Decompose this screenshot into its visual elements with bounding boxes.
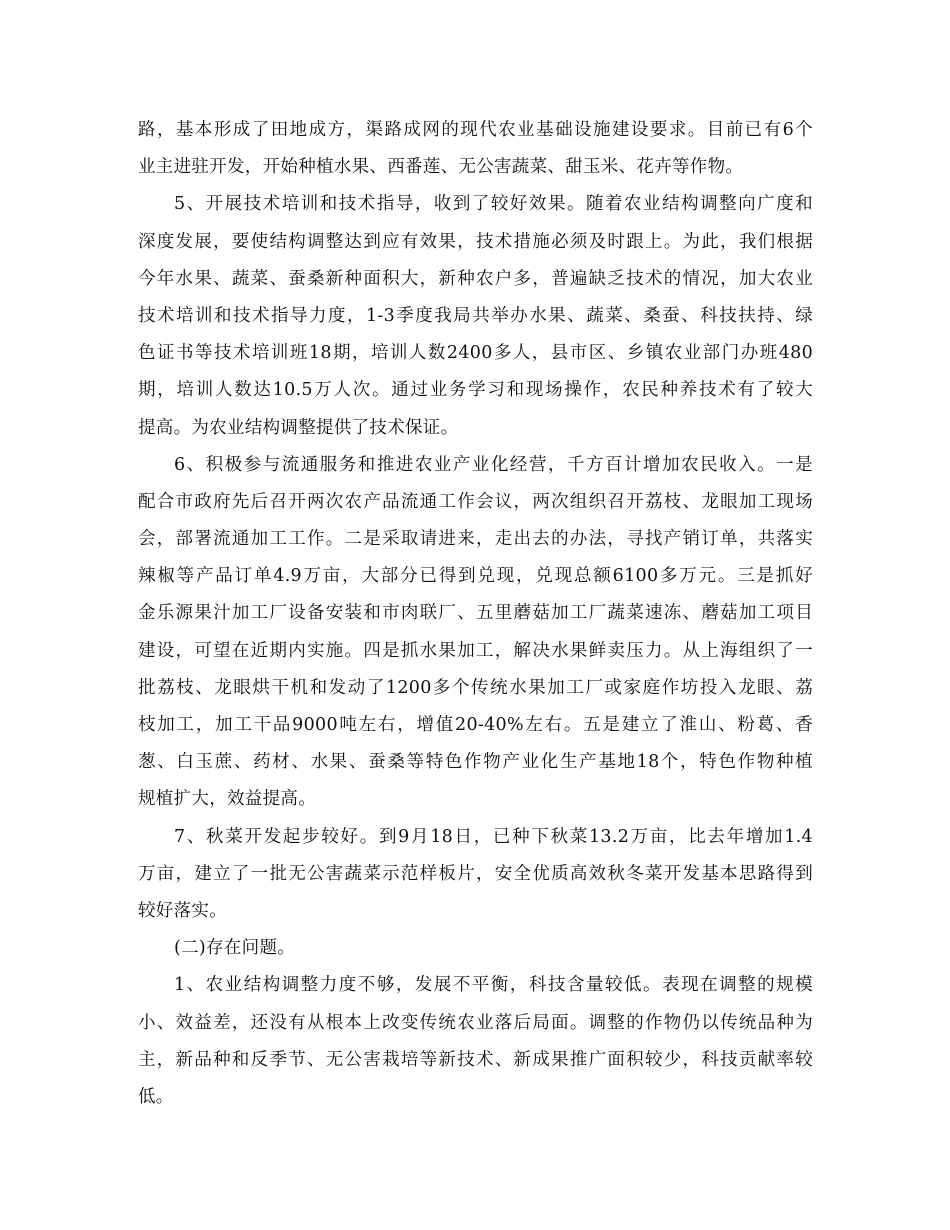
text-line: 规植扩大，效益提高。 — [138, 789, 316, 810]
text-line: 1、农业结构调整力度不够，发展不平衡，科技含量较低。表现在调整的规模 — [174, 975, 813, 996]
text-line: 期，培训人数达10.5万人次。通过业务学习和现场操作，农民种养技术有了较大 — [138, 380, 813, 401]
text-line: 7、秋菜开发起步较好。到9月18日，已种下秋菜13.2万亩，比去年增加1.4 — [174, 826, 813, 847]
text-line: 路，基本形成了田地成方，渠路成网的现代农业基础设施建设要求。目前已有6个 — [138, 120, 813, 140]
text-line: 批荔枝、龙眼烘干机和发动了1200多个传统水果加工厂或家庭作坊投入龙眼、荔 — [138, 677, 813, 698]
text-line: (二)存在问题。 — [174, 938, 296, 959]
text-line: 深度发展，要使结构调整达到应有效果，技术措施必须及时跟上。为此，我们根据 — [138, 231, 813, 252]
text-line: 会，部署流通加工工作。二是采取请进来，走出去的办法，寻找产销订单，共落实 — [138, 529, 813, 550]
text-line: 6、积极参与流通服务和推进农业产业化经营，千方百计增加农民收入。一是 — [174, 454, 813, 475]
text-line: 较好落实。 — [138, 900, 227, 921]
text-line: 辣椒等产品订单4.9万亩，大部分已得到兑现，兑现总额6100多万元。三是抓好 — [138, 566, 813, 587]
text-line: 今年水果、蔬菜、蚕桑新种面积大，新种农户多，普遍缺乏技术的情况，加大农业 — [138, 268, 813, 289]
text-line: 金乐源果汁加工厂设备安装和市肉联厂、五里蘑菇加工厂蔬菜速冻、蘑菇加工项目 — [138, 603, 813, 624]
text-line: 业主进驻开发，开始种植水果、西番莲、无公害蔬菜、甜玉米、花卉等作物。 — [138, 157, 744, 178]
text-line: 葱、白玉蔗、药材、水果、蚕桑等特色作物产业化生产基地18个，特色作物种植 — [138, 752, 813, 773]
text-line: 建设，可望在近期内实施。四是抓水果加工，解决水果鲜卖压力。从上海组织了一 — [138, 640, 813, 661]
document-body — [138, 112, 813, 1116]
text-line: 万亩，建立了一批无公害蔬菜示范样板片，安全优质高效秋冬菜开发基本思路得到 — [138, 863, 813, 884]
text-line: 低。 — [138, 1086, 174, 1107]
text-line: 小、效益差，还没有从根本上改变传统农业落后局面。调整的作物仍以传统品种为 — [138, 1012, 813, 1033]
text-line: 提高。为农业结构调整提供了技术保证。 — [138, 417, 459, 438]
text-line: 色证书等技术培训班18期，培训人数2400多人，县市区、乡镇农业部门办班480 — [138, 343, 813, 364]
text-line: 5、开展技术培训和技术指导，收到了较好效果。随着农业结构调整向广度和 — [174, 194, 813, 215]
text-line: 主，新品种和反季节、无公害栽培等新技术、新成果推广面积较少，科技贡献率较 — [138, 1049, 813, 1070]
text-line: 技术培训和技术指导力度，1-3季度我局共举办水果、蔬菜、桑蚕、科技扶持、绿 — [138, 305, 813, 326]
text-line: 枝加工，加工干品9000吨左右，增值20-40%左右。五是建立了淮山、粉葛、香 — [138, 715, 813, 735]
text-line: 配合市政府先后召开两次农产品流通工作会议，两次组织召开荔枝、龙眼加工现场 — [138, 491, 813, 512]
